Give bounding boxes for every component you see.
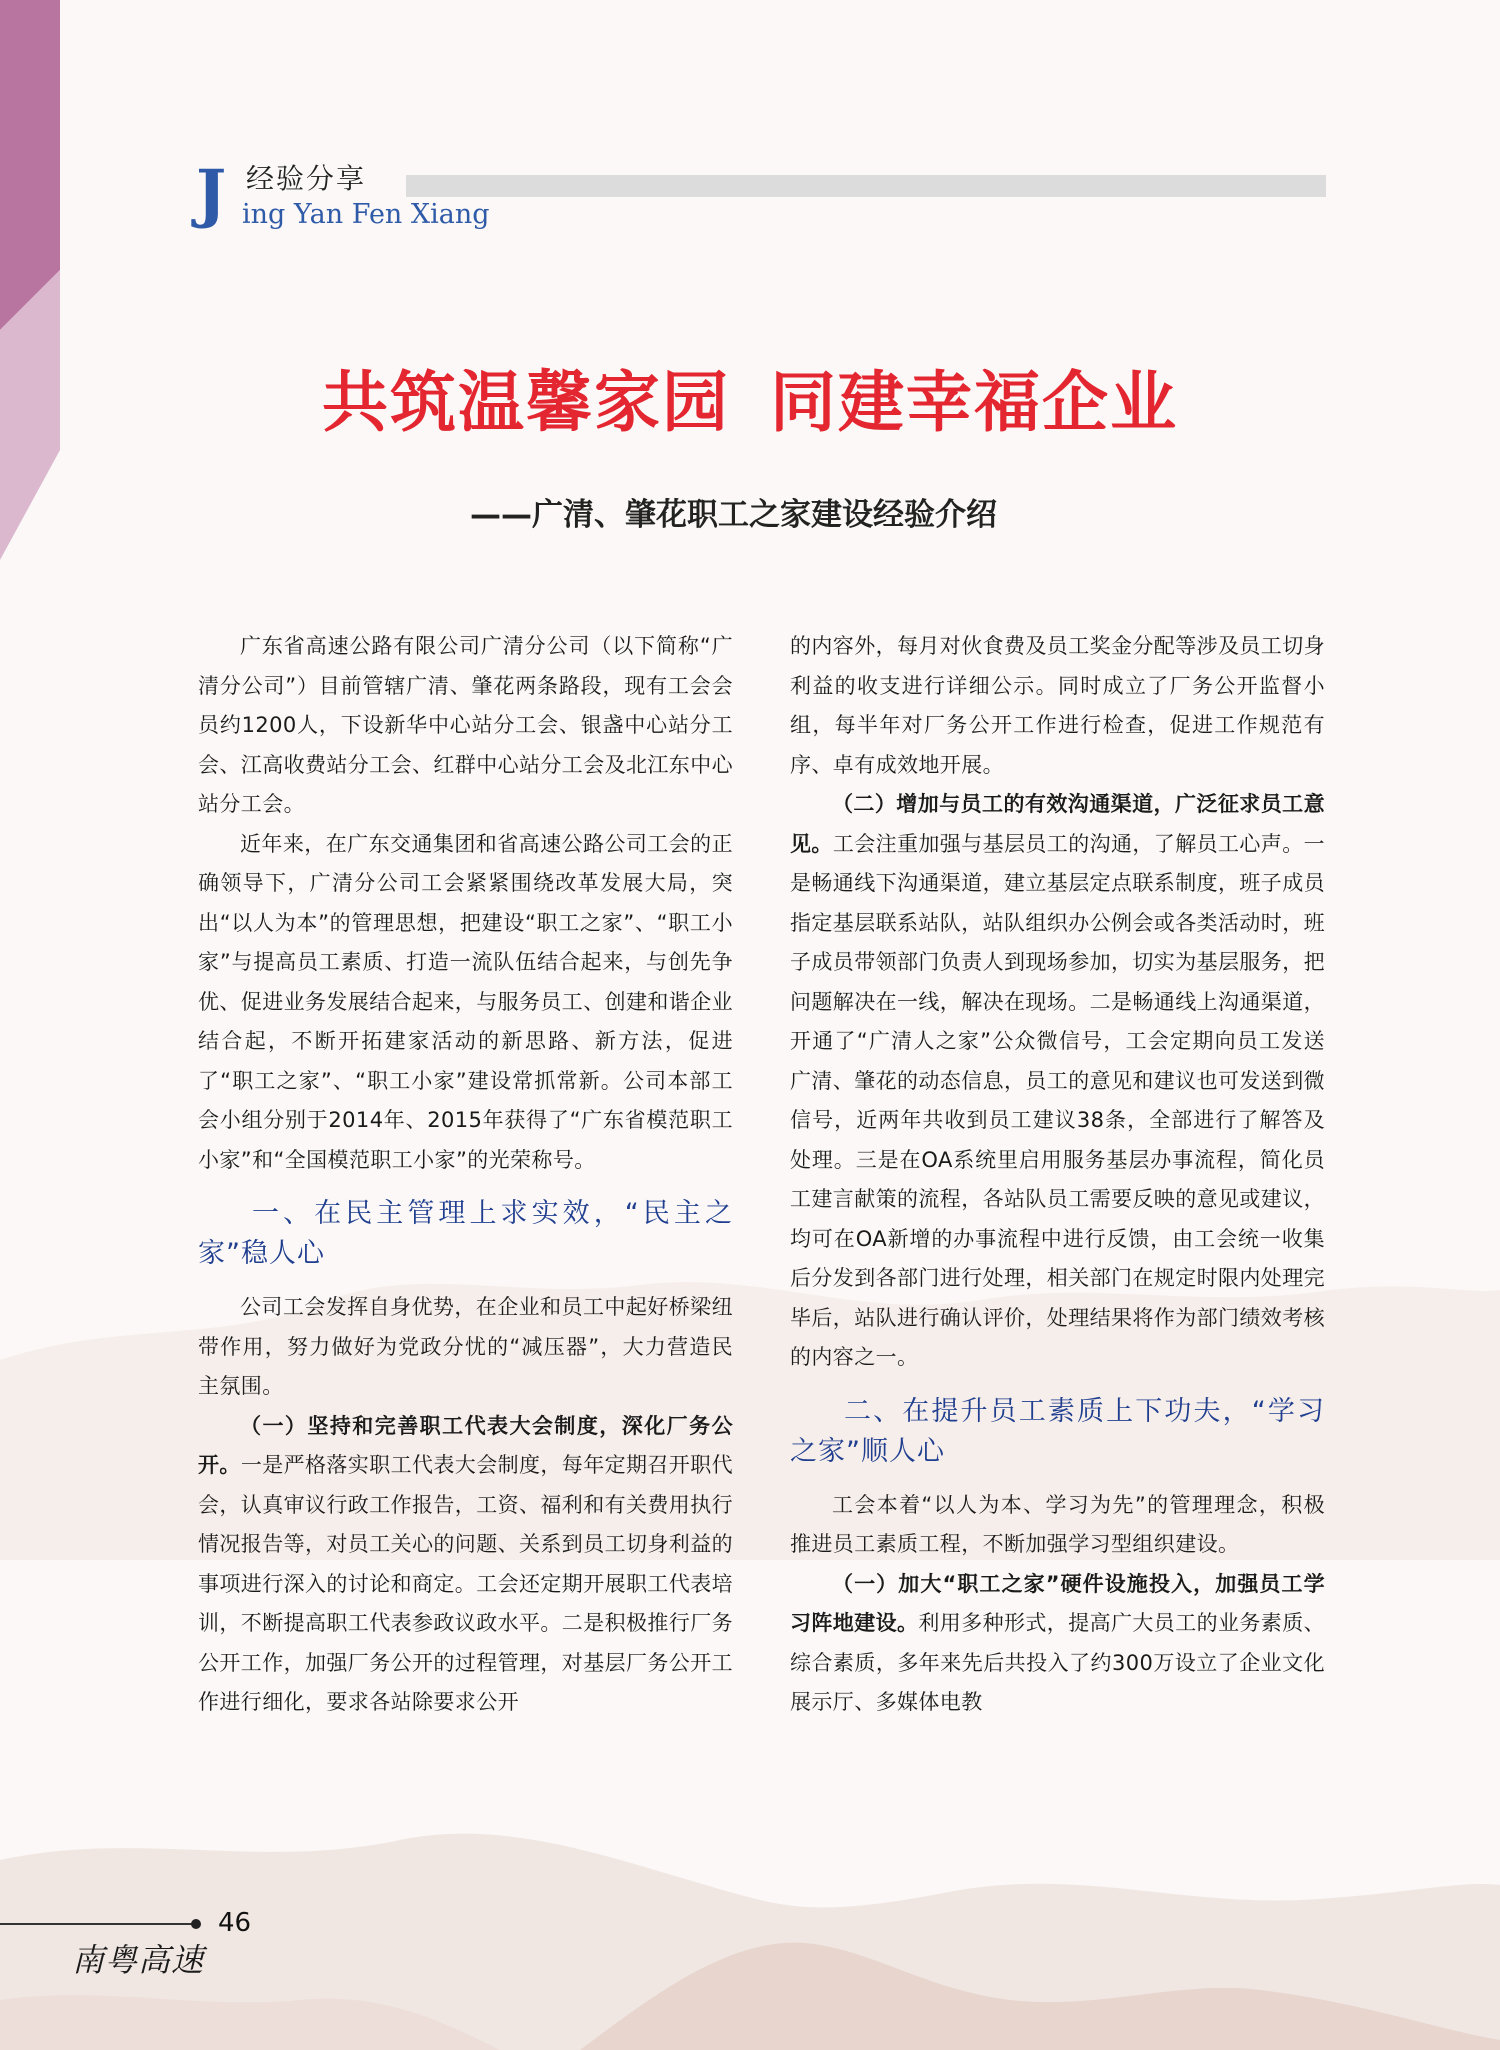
article-title-part1: 共筑温馨家园	[322, 363, 730, 441]
subheading: （一）坚持和完善职工代表大会制度，深化厂务公开。	[198, 1413, 733, 1477]
paragraph	[790, 1565, 1325, 1723]
section-heading-2: 二、在提升员工素质上下功夫，“学习之家”顺人心	[790, 1395, 1325, 1467]
paragraph: 的内容外，每月对伙食费及员工奖金分配等涉及员工切身利益的收支进行详细公示。同时成立了厂务公开监督小组，每半年对厂务公开工作进行检查，促进工作规范有序、卓有成效地开展。	[790, 634, 1325, 777]
section-header	[196, 158, 1326, 238]
paragraph: 广东省高速公路有限公司广清分公司（以下简称“广清分公司”）目前管辖广清、肇花两条路段，现有工会会员约1200人，下设新华中心站分工会、银盏中心站分工会、江高收费站分工会、红群中心站分工会及北江东中心站分工会。	[198, 634, 733, 816]
section-title-pinyin: ing Yan Fen Xiang	[242, 199, 490, 230]
subheading: （二）增加与员工的有效沟通渠道，广泛征求员工意见。	[790, 792, 1325, 856]
header-initial-letter: J	[196, 156, 227, 231]
paragraph: 近年来，在广东交通集团和省高速公路公司工会的正确领导下，广清分公司工会紧紧围绕改革发展大局，突出“以人为本”的管理思想，把建设“职工之家”、“职工小家”与提高员工素质、打造一流队伍结合起来，与创先争优、促进业务发展结合起来，与服务员工、创建和谐企业结合起，不断开拓建家活动的新思路、新方法，促进了“职工之家”、“职工小家”建设常抓常新。公司本部工会小组分别于2014年、2015年获得了“广东省模范职工小家”和“全国模范职工小家”的光荣称号。	[198, 831, 733, 1172]
paragraph-text: 利用多种形式，提高广大员工的业务素质、综合素质，多年来先后共投入了约300万设立了企业文化展示厅、多媒体电教	[790, 1611, 1326, 1714]
paragraph	[198, 1407, 733, 1723]
article-title	[0, 362, 1500, 442]
right-column	[790, 627, 1325, 1723]
footer-rule	[0, 1923, 200, 1925]
paragraph: 工会本着“以人为本、学习为先”的管理理念，积极推进员工素质工程，不断加强学习型组织建设。	[790, 1492, 1325, 1556]
paragraph-text: 一是严格落实职工代表大会制度，每年定期召开职代会，认真审议行政工作报告，工资、福利和有关费用执行情况报告等，对员工关心的问题、关系到员工切身利益的事项进行深入的讨论和商定。工会还定期开展职工代表培训，不断提高职工代表参政议政水平。二是积极推行厂务公开工作，加强厂务公开的过程管理，对基层厂务公开工作进行细化，要求各站除要求公开	[198, 1453, 734, 1714]
section-title: 经验分享	[246, 162, 367, 195]
page-number: 46	[218, 1908, 252, 1938]
subheading: （一）加大“职工之家”硬件设施投入，加强员工学习阵地建设。	[790, 1571, 1325, 1635]
section-heading-1: 一、在民主管理上求实效，“民主之家”稳人心	[198, 1198, 733, 1269]
magazine-logo: 南粤高速	[72, 1941, 205, 1979]
left-decorative-band	[0, 0, 60, 580]
paragraph-text: 工会注重加强与基层员工的沟通，了解员工心声。一是畅通线下沟通渠道，建立基层定点联系制度，班子成员指定基层联系站队，站队组织办公例会或各类活动时，班子成员带领部门负责人到现场参加，切实为基层服务，把问题解决在一线，解决在现场。二是畅通线上沟通渠道，开通了“广清人之家”公众微信号，工会定期向员工发送广清、肇花的动态信息，员工的意见和建议也可发送到微信号，近两年共收到员工建议38条，全部进行了解答及处理。三是在OA系统里启用服务基层办事流程，简化员工建言献策的流程，各站队员工需要反映的意见或建议，均可在OA新增的办事流程中进行反馈，由工会统一收集后分发到各部门进行处理，相关部门在规定时限内处理完毕后，站队进行确认评价，处理结果将作为部门绩效考核的内容之一。	[790, 831, 1326, 1369]
article-title-part2: 同建幸福企业	[770, 363, 1178, 441]
article-subtitle: ——广清、肇花职工之家建设经验介绍	[470, 497, 997, 533]
paragraph: 公司工会发挥自身优势，在企业和员工中起好桥梁纽带作用，努力做好为党政分忧的“减压器”，大力营造民主氛围。	[198, 1295, 733, 1398]
left-column	[198, 627, 733, 1723]
header-gray-bar	[406, 175, 1326, 197]
footer-dot	[191, 1919, 201, 1929]
paragraph	[790, 785, 1325, 1378]
